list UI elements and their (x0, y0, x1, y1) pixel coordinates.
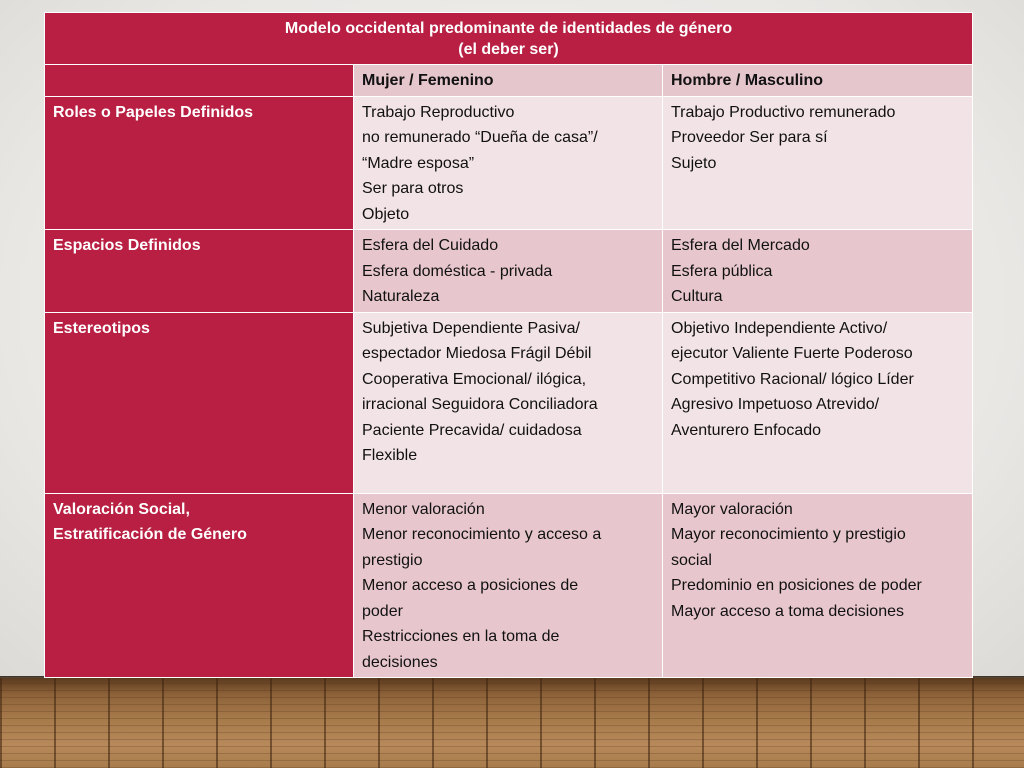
cell-line: Menor acceso a posiciones de (362, 577, 579, 594)
cell-line: Cultura (671, 288, 723, 305)
cell-line: Mayor acceso a toma decisiones (671, 602, 904, 620)
cell-line: Trabajo Reproductivo (362, 103, 515, 121)
table-row (45, 96, 973, 230)
row-label-estereotipos (45, 312, 354, 493)
cell-line: poder (362, 602, 403, 620)
row-label-line: Estereotipos (53, 319, 150, 337)
cell-line: Naturaleza (362, 288, 440, 305)
table-header-row (45, 65, 973, 97)
cell-line: Esfera del Cuidado (362, 237, 499, 254)
cell-line: Competitivo Racional/ lógico Líder (671, 370, 914, 388)
cell-line: Objetivo Independiente Activo/ (671, 319, 888, 337)
table-row (45, 493, 973, 678)
cell-line: Predominio en posiciones de poder (671, 577, 922, 594)
cell-line: Ser para otros (362, 180, 464, 197)
cell-male-roles (663, 96, 973, 230)
cell-line: Esfera del Mercado (671, 237, 810, 254)
cell-line: espectador Miedosa Frágil Débil (362, 345, 592, 362)
table-title (45, 13, 973, 65)
header-male: Hombre / Masculino (663, 65, 973, 97)
table-row (45, 230, 973, 313)
cell-line: Restricciones en la toma de (362, 628, 560, 645)
cell-line: Esfera doméstica - privada (362, 262, 553, 280)
cell-line: prestigio (362, 551, 423, 569)
row-label-valoracion (45, 493, 354, 678)
header-empty-cell (45, 65, 354, 97)
gender-identity-table (44, 12, 973, 678)
cell-line: Esfera pública (671, 262, 773, 280)
cell-line: Mayor valoración (671, 500, 793, 518)
row-label-line: Estratificación de Género (53, 526, 247, 543)
row-label-line: Roles o Papeles Definidos (53, 103, 254, 121)
cell-line: Menor valoración (362, 500, 485, 518)
row-label-roles (45, 96, 354, 230)
cell-line: Paciente Precavida/ cuidadosa (362, 421, 582, 439)
cell-female-roles (354, 96, 663, 230)
table-title-line-1: Modelo occidental predominante de identidades de género (284, 19, 733, 37)
cell-line: ejecutor Valiente Fuerte Poderoso (671, 345, 913, 362)
cell-female-valoracion (354, 493, 663, 678)
cell-line: Flexible (362, 447, 418, 464)
cell-line: Mayor reconocimiento y prestigio (671, 526, 906, 543)
cell-line: social (671, 551, 712, 569)
cell-line: Aventurero Enfocado (671, 421, 822, 439)
cell-line: Sujeto (671, 154, 717, 172)
cell-line: Agresivo Impetuoso Atrevido/ (671, 396, 880, 413)
cell-female-espacios (354, 230, 663, 313)
row-label-line: Valoración Social, (53, 500, 190, 518)
cell-male-espacios (663, 230, 973, 313)
cell-male-estereotipos (663, 312, 973, 493)
row-label-line: Espacios Definidos (53, 237, 201, 254)
cell-line: no remunerado “Dueña de casa”/ (362, 129, 598, 146)
table-row (45, 312, 973, 493)
cell-line: Subjetiva Dependiente Pasiva/ (362, 319, 580, 337)
cell-male-valoracion (663, 493, 973, 678)
wooden-floor-decoration (0, 678, 1024, 768)
table-title-row (45, 13, 973, 65)
cell-line: “Madre esposa” (362, 154, 475, 172)
row-label-espacios (45, 230, 354, 313)
cell-line: Objeto (362, 205, 410, 223)
table-title-line-2: (el deber ser) (458, 40, 559, 58)
cell-female-estereotipos (354, 312, 663, 493)
cell-line: Menor reconocimiento y acceso a (362, 526, 602, 543)
cell-line: Proveedor Ser para sí (671, 129, 828, 146)
cell-line: Cooperativa Emocional/ ilógica, (362, 370, 587, 388)
cell-line: irracional Seguidora Conciliadora (362, 396, 598, 413)
cell-line: decisiones (362, 653, 438, 671)
header-female: Mujer / Femenino (354, 65, 663, 97)
cell-line: Trabajo Productivo remunerado (671, 103, 896, 121)
